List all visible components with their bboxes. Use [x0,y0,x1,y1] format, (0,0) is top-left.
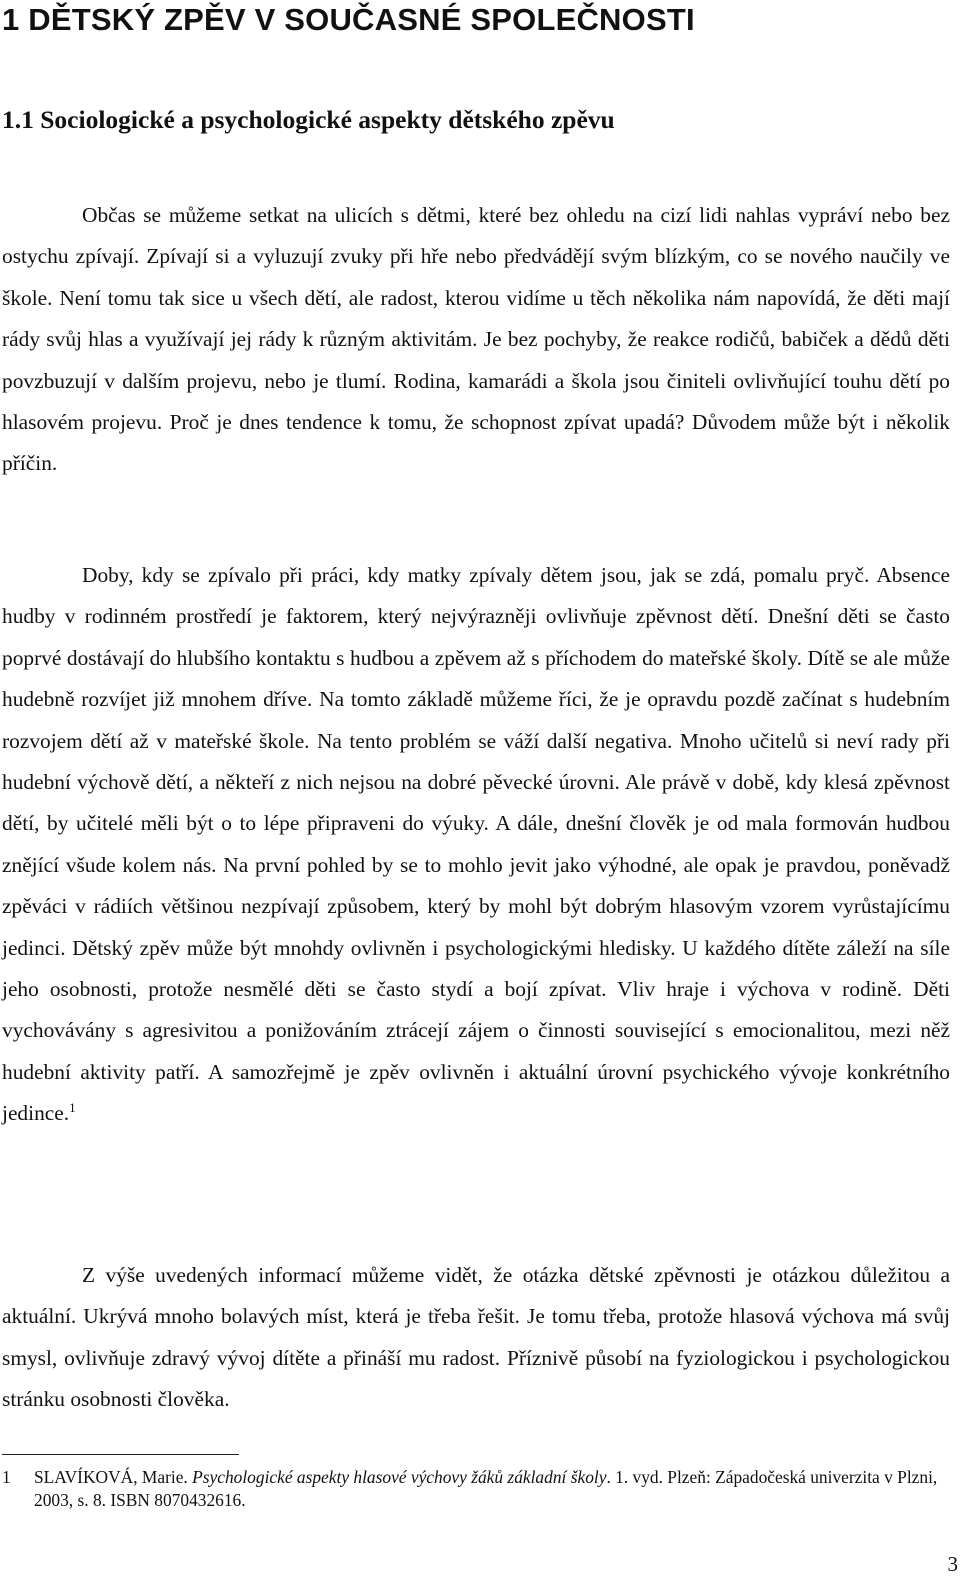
footnote [2,1466,950,1512]
page-number: 3 [947,1552,958,1576]
paragraph-2 [2,555,950,1135]
chapter-heading: 1 DĚTSKÝ ZPĚV V SOUČASNÉ SPOLEČNOSTI [2,2,695,37]
paragraph-3-container [2,1255,950,1421]
paragraph-3: Z výše uvedených informací můžeme vidět, že otázka dětské zpěvnosti je otázkou důležitou a aktuální. Ukrývá mnoho bolavých míst, která je třeba řešit. Je tomu třeba, protože hlasová výchova má svůj smysl, ovlivňuje zdravý vývoj dítěte a přináší mu radost. Příznivě působí na fyziologickou i psychologickou stránku osobnosti člověka. [2,1263,950,1412]
footnote-title: Psychologické aspekty hlasové výchovy žáků základní školy [192,1467,607,1487]
paragraph-1: Občas se můžeme setkat na ulicích s dětmi, které bez ohledu na cizí lidi nahlas vypráví nebo bez ostychu zpívají. Zpívají si a vyluzují zvuky při hře nebo předvádějí svým blízkým, co se nového naučily ve škole. Není tomu tak sice u všech dětí, ale radost, kterou vidíme u těch několika nám napovídá, že děti mají rády svůj hlas a využívají jej rády k různým aktivitám. Je bez pochyby, že reakce rodičů, babiček a dědů děti povzbuzují v dalším projevu, nebo je tlumí. Rodina, kamarádi a škola jsou činiteli ovlivňující touhu dětí po hlasovém projevu. Proč je dnes tendence k tomu, že schopnost zpívat upadá? Důvodem může být i několik příčin. [2,203,950,476]
footnote-text [34,1466,950,1512]
footnote-reference[interactable]: 1 [69,1100,76,1116]
footnote-author: SLAVÍKOVÁ, Marie. [34,1467,188,1487]
footnote-number: 1 [2,1467,11,1487]
paragraph-2-text: Doby, kdy se zpívalo při práci, kdy matky zpívaly dětem jsou, jak se zdá, pomalu pryč. Absence hudby v rodinném prostředí je faktorem, který nejvýrazněji ovlivňuje zpěvnost dětí. Dnešní děti se často poprvé dostávají do hlubšího kontaktu s hudbou a zpěvem až s příchodem do mateřské školy. Dítě se ale může hudebně rozvíjet již mnohem dříve. Na tomto základě můžeme říci, že je opravdu pozdě začínat s hudebním rozvojem dětí až v mateřské škole. Na tento problém se váží další negativa. Mnoho učitelů si neví rady při hudební výchově dětí, a někteří z nich nejsou na dobré pěvecké úrovni. Ale právě v době, kdy klesá zpěvnost dětí, by učitelé měli být o to lépe připraveni do výuky. A dále, dnešní člověk je od mala formován hudbou znějící všude kolem nás. Na první pohled by se to mohlo jevit jako výhodné, ale opak je pravdou, poněvadž zpěváci v rádiích většinou nezpívají způsobem, který by mohl být dobrým hlasovým vzorem vyrůstajícímu jedinci. Dětský zpěv může být mnohdy ovlivněn i psychologickými hledisky. U každého dítěte záleží na síle jeho osobnosti, protože nesmělé děti se často stydí a bojí zpívat. Vliv hraje i výchova v rodině. Děti vychovávány s agresivitou a ponižováním ztrácejí zájem o činnosti související s emocionalitou, mezi něž hudební aktivity patří. A samozřejmě je zpěv ovlivněn i aktuální úrovní psychického vývoje konkrétního jedince. [2,563,950,1126]
footnote-separator [2,1454,239,1455]
footnote-details: . 1. vyd. Plzeň: Západočeská univerzita v Plzni, 2003, s. 8. ISBN 8070432616. [34,1467,938,1510]
section-heading: 1.1 Sociologické a psychologické aspekty dětského zpěvu [2,105,615,134]
paragraph-2-container [2,555,950,1135]
paragraph-1-container [2,195,950,485]
